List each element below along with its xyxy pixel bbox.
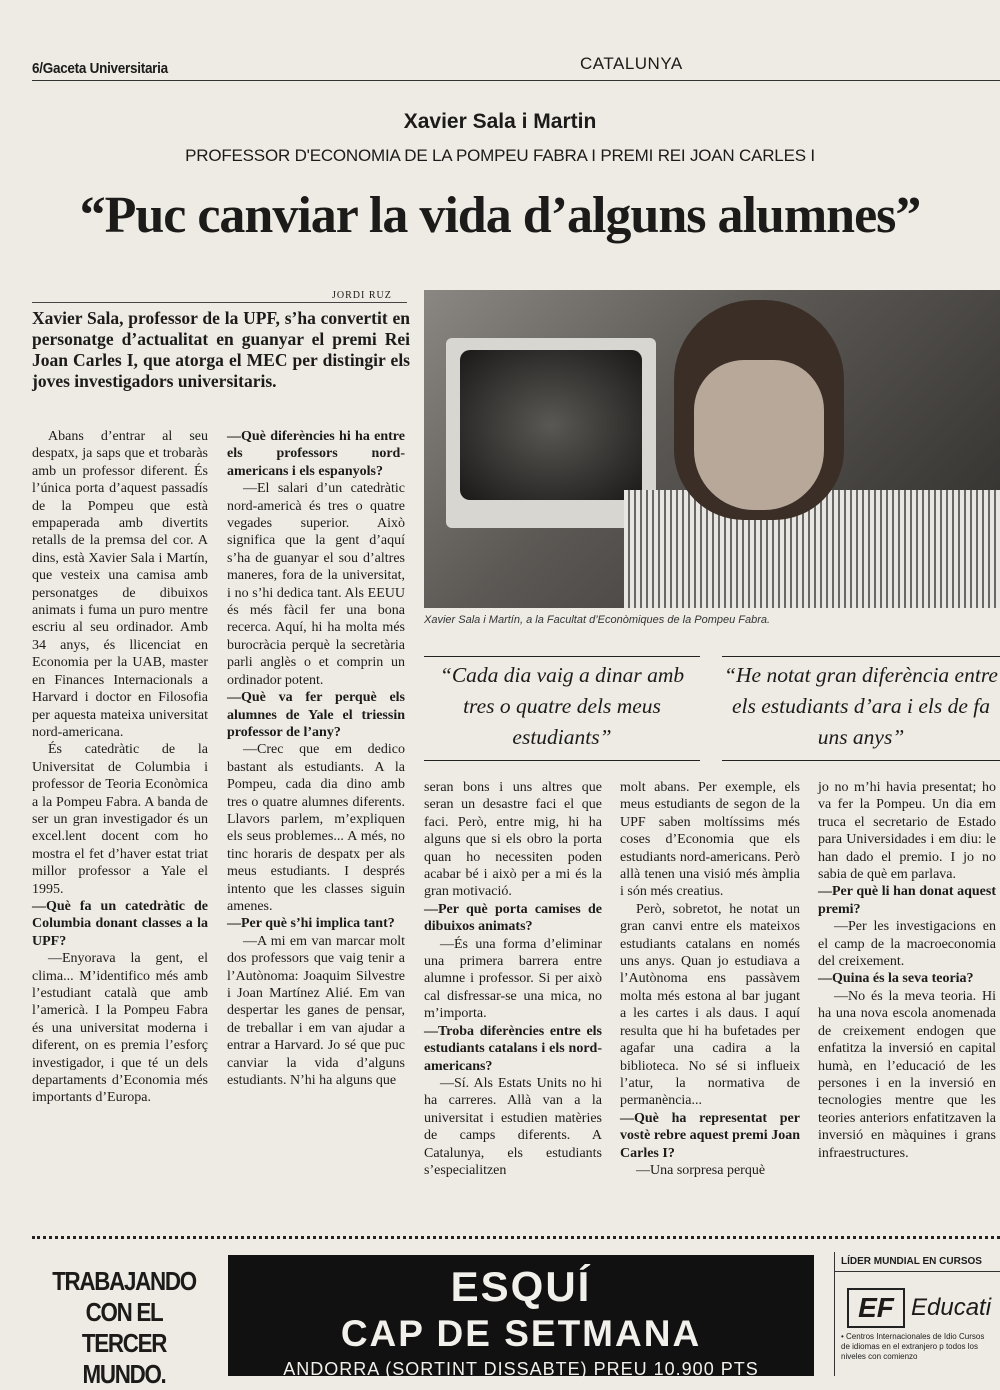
ad-third-world: TRABAJANDO CON EL TERCER MUNDO. xyxy=(52,1266,196,1389)
article-column-1 xyxy=(32,428,208,1107)
paragraph: seran bons i uns altres que seran un desastre faci el que faci. Però, entre mig, hi ha alguns que si els obro la porta quan ho necessiten poden acabar bé i això per a mi és la gran motivació. xyxy=(424,780,602,900)
pull-quote-1: “Cada dia vaig a dinar amb tres o quatre dels meus estudiants” xyxy=(439,663,685,749)
interview-answer: —El salari d’un catedràtic nord-americà és tres o quatre vegades superior. Això significa que la gent d’aquí s’ha de guanyar el sou d’altres maneres, fora de la universitat, i no s’hi dedica tant. Als EEUU és més fàcil fer una bona recerca. Aquí, hi ha molta més burocràcia perquè la secretària parli anglès o et comprin un ordinador potent. xyxy=(227,481,405,688)
monitor-screen xyxy=(460,350,642,500)
ad-ef-header: LÍDER MUNDIAL EN CURSOS xyxy=(835,1252,1000,1272)
interview-question: —Per què s’hi implica tant? xyxy=(227,916,395,932)
ad-ef-education xyxy=(834,1252,1000,1376)
interview-answer: —No és la meva teoria. Hi ha una nova escola anomenada de creixement endogen que enfatitza la inversió en capital humà, en l’educació de les persones i en la inversió en tecnologies mentre que les teories anteriors enfatitzaven la inversió en màquines i grans infraestructures. xyxy=(818,988,996,1161)
interview-question: —Quina és la seva teoria? xyxy=(818,971,974,987)
quote-rule-top xyxy=(722,656,1000,657)
ad-ski-subtitle: CAP DE SETMANA xyxy=(340,1313,702,1354)
paragraph: jo no m’hi havia presentat; ho va fer la Pompeu. Un dia em truca el secretario de Estado para Universidades i em diu: le han dado el premio. I jo no sabia de què em parlava. xyxy=(818,780,996,883)
interview-answer: —Enyorava la gent, el clima... M’identifico més amb l’estudiant català que amb l’americà. I la Pompeu Fabra és una universitat moderna i diferent, on es premia l’esforç investigador, i que té un dels departaments d’Economia més importants d’Europa. xyxy=(32,951,208,1106)
section-region: CATALUNYA xyxy=(580,54,683,73)
ef-logo xyxy=(847,1288,1000,1328)
interview-answer: —Sí. Als Estats Units no hi ha carreres. Allà van a la universitat i estudien matèries de camps diferents. A Catalunya, els estudiants s’especialitzen xyxy=(424,1075,602,1178)
interview-question: —Què ha representat per vostè rebre aquest premi Joan Carles I? xyxy=(620,1110,800,1161)
portrait-photo xyxy=(424,290,1000,608)
lead-divider xyxy=(32,302,407,303)
paragraph: Però, sobretot, he notat un gran canvi entre els mateixos estudiants catalans en només uns anys. Quan jo estudiava a l’Autònoma ens passàvem molta més estona al bar jugant a les cartes i als daus. I aquí resulta que hi ha bufetades per agafar una cadira a la biblioteca. No sé si influeix l’atur, la normativa de permanència... xyxy=(620,901,800,1109)
section-label: 6/Gaceta Universitaria xyxy=(32,60,168,77)
interview-question: —Troba diferències entre els estudiants catalans i els nord-americans? xyxy=(424,1023,602,1074)
photo-caption: Xavier Sala i Martín, a la Facultat d’Econòmiques de la Pompeu Fabra. xyxy=(424,614,771,626)
paragraph: Abans d’entrar al seu despatx, ja saps que et trobaràs amb un professor diferent. És l’única porta d’aquest passadís de la Pompeu que està empaperada amb divertits retalls de la premsa del cor. A dins, està Xavier Sala i Martín, que vesteix una camisa amb personatges de dibuixos animats i fuma un puro mentre escriu al seu ordinador. Amb 34 anys, és llicenciat en Economia per la UAB, master en Finances Internacionals a Harvard i doctor en Filosofia per aquesta mateixa universitat nord-americana. xyxy=(32,429,208,740)
article-column-2 xyxy=(227,428,405,1089)
article-column-4 xyxy=(620,779,800,1179)
interview-question: —Per què porta camises de dibuixos animats? xyxy=(424,901,602,935)
ef-logo-mark: EF xyxy=(847,1288,905,1328)
article-subtitle: PROFESSOR D'ECONOMIA DE LA POMPEU FABRA I PREMI REI JOAN CARLES I xyxy=(185,146,815,165)
quote-rule-top xyxy=(424,656,700,657)
article-column-3 xyxy=(424,779,602,1179)
headline: “Puc canviar la vida d’alguns alumnes” xyxy=(79,187,921,244)
interview-question: —Per què li han donat aquest premi? xyxy=(818,884,996,917)
paragraph: És catedràtic de la Universitat de Columbia i professor de Teoria Econòmica a la Pompeu Fabra. A banda de ser un gran investigador és un excel.lent docent com ho mostra el fet d’haver estat triat millor professor a Yale el 1995. xyxy=(32,742,208,897)
interview-answer: —Una sorpresa perquè xyxy=(636,1162,766,1178)
interview-answer: —Per les investigacions en el camp de la macroeconomia del creixement. xyxy=(818,919,996,970)
quote-rule-bottom xyxy=(722,760,1000,761)
lead-paragraph: Xavier Sala, professor de la UPF, s’ha convertit en personatge d’actualitat en guanyar el premi Rei Joan Carles I, que atorga el MEC per distingir els joves investigadors universitaris. xyxy=(32,308,410,391)
quote-rule-bottom xyxy=(424,760,700,761)
interview-question: —Què va fer perquè els alumnes de Yale el triessin professor de l’any? xyxy=(227,690,405,740)
ad-ski-details: ANDORRA (SORTINT DISSABTE) PREU 10.900 PTS xyxy=(283,1359,759,1379)
header-divider xyxy=(32,80,1000,81)
ad-ski-title: ESQUÍ xyxy=(450,1263,592,1310)
interview-answer: —Crec que em dedico bastant als estudiants. A la Pompeu, cada dia dino amb tres o quatre alumnes diferents. Llavors parlem, m’expliquen els seus problemes... A més, no tinc horaris de despatx per als meus estudiants. I després intento que les classes siguin amenes. xyxy=(227,742,405,914)
interview-question: —Què fa un catedràtic de Columbia donant classes a la UPF? xyxy=(32,898,208,949)
ef-brand-text: Educati xyxy=(911,1294,992,1321)
person-name: Xavier Sala i Martin xyxy=(403,110,597,133)
article-column-5 xyxy=(818,779,996,1162)
ad-separator xyxy=(32,1236,1000,1239)
pull-quote-2: “He notat gran diferència entre els estudiants d’ara i els de fa uns anys” xyxy=(724,663,998,749)
face xyxy=(694,360,824,510)
paragraph: molt abans. Per exemple, els meus estudiants de segon de la UPF saben moltíssims més coses d’Economia que els estudiants nord-americans. Però allà tenen una visió més àmplia i són més creatius. xyxy=(620,780,800,900)
ad-ski-weekend xyxy=(228,1255,814,1379)
interview-answer: —A mi em van marcar molt dos professors que vaig tenir a l’Autònoma: Joaquim Silvestre i Joan Martínez Alié. Em van despertar les ganes de pensar, de treballar i em van ajudar a entrar a Harvard. Jo sé que puc canviar la vida d’alguns estudiants. N’hi ha alguns que xyxy=(227,933,405,1089)
ad-ef-small-print: • Centros Internacionales de Idio Cursos de idiomas en el extranjero p todos los niveles con comienzo xyxy=(841,1332,985,1361)
interview-answer: —És una forma d’eliminar una primera barrera entre alumne i professor. Si per això cal disfressar-se una mica, no m’importa. xyxy=(424,936,602,1022)
interview-question: —Què diferències hi ha entre els professors nord-americans i els espanyols? xyxy=(227,429,405,479)
byline: JORDI RUZ xyxy=(332,290,392,301)
